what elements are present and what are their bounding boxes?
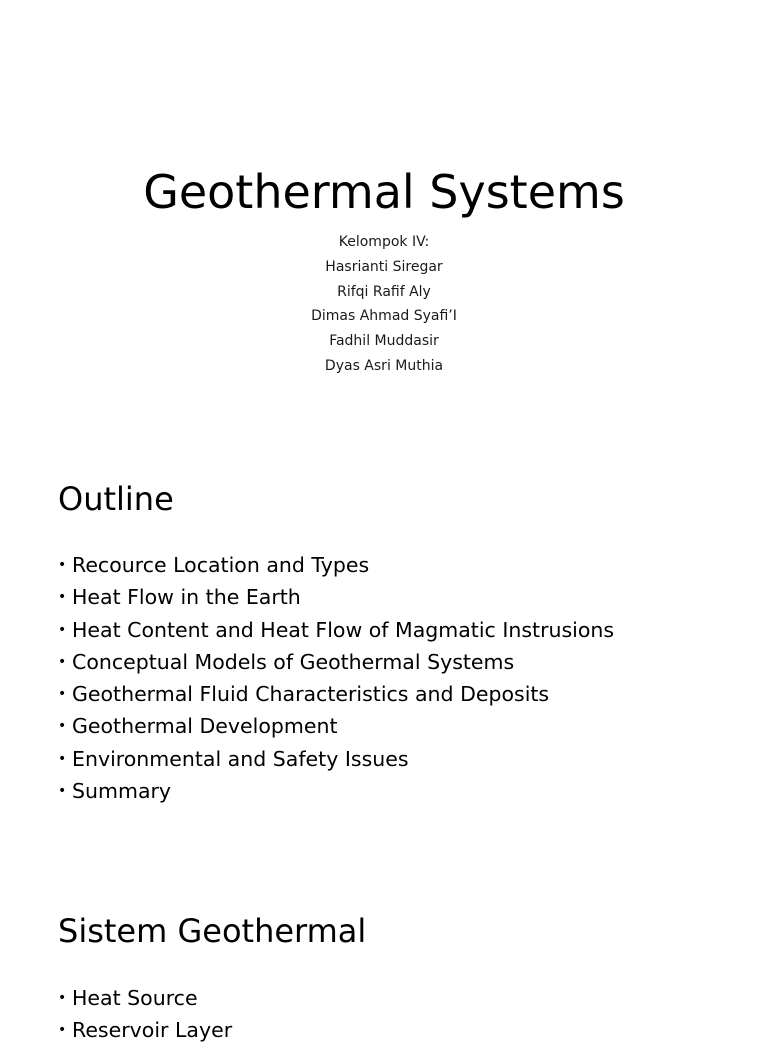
author-name: Hasrianti Siregar bbox=[325, 258, 443, 275]
bullet-icon: • bbox=[58, 686, 67, 703]
outline-item-text: Conceptual Models of Geothermal Systems bbox=[72, 649, 515, 674]
author-name: Fadhil Muddasir bbox=[329, 333, 439, 350]
outline-item bbox=[58, 710, 614, 742]
sistem-geothermal-slide bbox=[0, 850, 768, 1043]
bullet-icon: • bbox=[58, 621, 67, 638]
outline-item bbox=[58, 775, 614, 807]
outline-heading: Outline bbox=[58, 480, 174, 518]
bullet-icon: • bbox=[58, 557, 67, 573]
bullet-icon: • bbox=[58, 653, 67, 670]
outline-item bbox=[58, 549, 614, 581]
author-name: Rifqi Rafif Aly bbox=[337, 283, 431, 300]
sistem-heading: Sistem Geothermal bbox=[58, 912, 367, 950]
sistem-item-text: Heat Source bbox=[72, 986, 198, 1010]
outline-item-text: Geothermal Development bbox=[72, 714, 338, 739]
bullet-icon: • bbox=[58, 783, 67, 800]
outline-item-text: Environmental and Safety Issues bbox=[72, 746, 409, 771]
sistem-item-text: Reservoir Layer bbox=[72, 1018, 233, 1043]
outline-item-text: Geothermal Fluid Characteristics and Deposits bbox=[72, 682, 550, 707]
outline-list bbox=[58, 549, 614, 807]
sistem-item bbox=[58, 982, 232, 1014]
bullet-icon: • bbox=[58, 718, 67, 735]
bullet-icon: • bbox=[58, 589, 67, 606]
bullet-icon: • bbox=[58, 990, 67, 1006]
outline-item bbox=[58, 614, 614, 646]
outline-item bbox=[58, 743, 614, 775]
outline-item-text: Heat Content and Heat Flow of Magmatic Instrusions bbox=[72, 617, 615, 642]
author-name: Dimas Ahmad Syafi’I bbox=[311, 308, 457, 325]
outline-item bbox=[58, 678, 614, 710]
bullet-icon: • bbox=[58, 1022, 67, 1039]
bullet-icon: • bbox=[58, 750, 67, 767]
outline-slide bbox=[0, 420, 768, 840]
author-name: Dyas Asri Muthia bbox=[324, 357, 444, 374]
author-list bbox=[0, 230, 768, 379]
outline-item bbox=[58, 581, 614, 613]
outline-item-text: Heat Flow in the Earth bbox=[72, 585, 301, 610]
group-label: Kelompok IV: bbox=[338, 234, 430, 250]
outline-item bbox=[58, 646, 614, 678]
sistem-item bbox=[58, 1014, 232, 1046]
outline-item-text: Summary bbox=[72, 779, 172, 804]
sistem-list bbox=[58, 982, 232, 1047]
title-slide bbox=[0, 0, 768, 420]
presentation-title: Geothermal Systems bbox=[143, 165, 625, 219]
outline-item-text: Recource Location and Types bbox=[72, 553, 370, 577]
